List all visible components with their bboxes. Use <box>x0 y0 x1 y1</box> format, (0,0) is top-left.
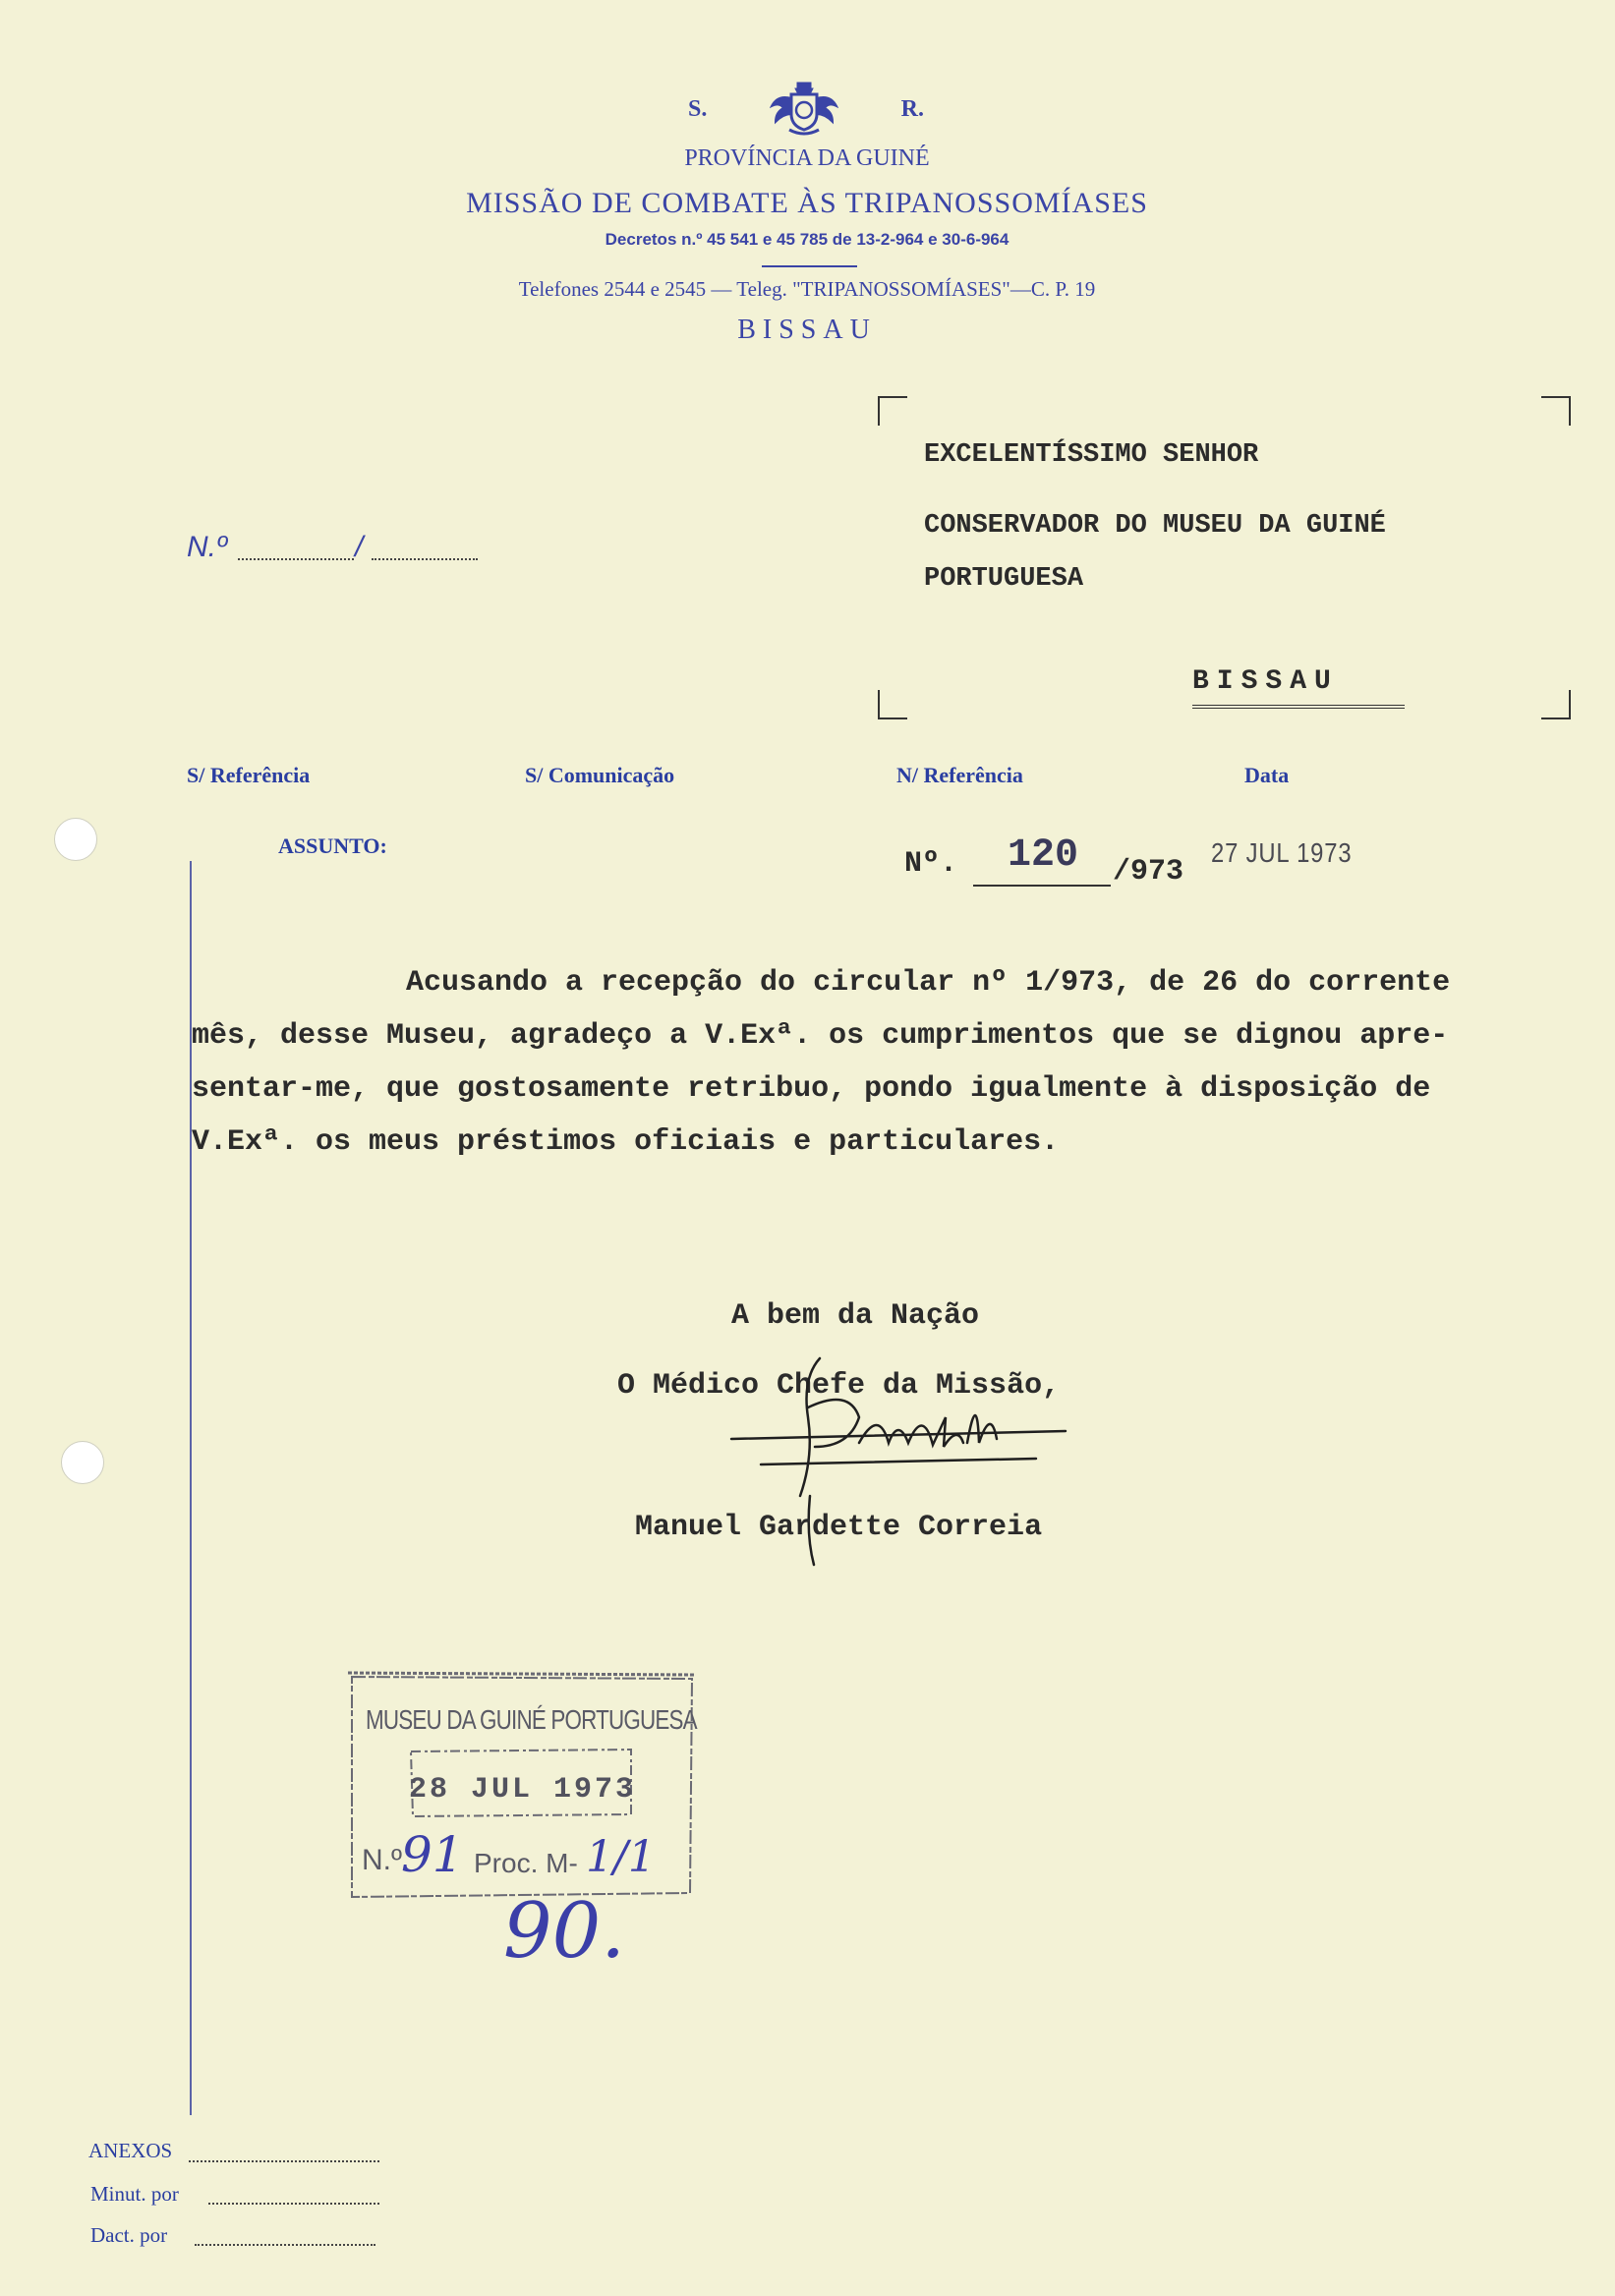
punch-hole-top <box>54 818 97 861</box>
outgoing-number-underline <box>973 885 1111 887</box>
number-label: N.º <box>187 531 227 563</box>
coat-of-arms-icon <box>770 81 838 138</box>
address-corner-top-left <box>878 396 907 426</box>
number-dotted-line <box>238 558 354 560</box>
your-reference-label: S/ Referência <box>187 763 311 787</box>
stamp-process-handwritten: 1/1 <box>586 1832 656 1882</box>
body-line-2: mês, desse Museu, agradeço a V.Exª. os cumprimentos que se dignou apre- <box>192 1019 1449 1053</box>
body-line-1: Acusando a recepção do circular nº 1/973, de 26 do corrente <box>406 966 1451 1000</box>
addressee-line-2: CONSERVADOR DO MUSEU DA GUINÉ <box>924 511 1386 541</box>
date-stamp: 27 JUL 1973 <box>1211 837 1353 868</box>
stamp-number-label: N.º <box>362 1844 402 1876</box>
typed-dotted-line <box>195 2244 375 2246</box>
punch-hole-bottom <box>61 1441 104 1484</box>
letterhead-phones: Telefones 2544 e 2545 — Teleg. "TRIPANOSSOMÍASES"—C. P. 19 <box>518 277 1096 301</box>
letterhead-initials <box>688 81 924 138</box>
date-label: Data <box>1244 763 1290 787</box>
body-line-3: sentar-me, que gostosamente retribuo, pondo igualmente à disposição de <box>192 1072 1431 1106</box>
addressee-line-1: EXCELENTÍSSIMO SENHOR <box>924 440 1259 470</box>
address-corner-bottom-right <box>1541 690 1571 719</box>
typed-label: Dact. por <box>90 2223 168 2247</box>
letterhead-mission: MISSÃO DE COMBATE ÀS TRIPANOSSOMÍASES <box>466 187 1148 219</box>
stamp-title: MUSEU DA GUINÉ PORTUGUESA <box>366 1704 697 1735</box>
closing-salutation: A bem da Nação <box>731 1299 980 1333</box>
letterhead-decrees: Decretos n.º 45 541 e 45 785 de 13-2-964 e 30-6-964 <box>605 230 1009 249</box>
number-year-dotted-line <box>372 558 478 560</box>
body-line-4: V.Exª. os meus préstimos oficiais e particulares. <box>192 1125 1060 1159</box>
addressee-line-3: PORTUGUESA <box>924 564 1084 594</box>
minute-dotted-line <box>208 2203 379 2205</box>
annexes-label: ANEXOS <box>88 2139 173 2162</box>
number-separator: / <box>355 531 364 563</box>
closing-name: Manuel Gardette Correia <box>635 1511 1043 1544</box>
address-corner-top-right <box>1541 396 1571 426</box>
addressee-city: BISSAU <box>1192 666 1339 697</box>
subject-label: ASSUNTO: <box>278 833 387 858</box>
outgoing-year: /973 <box>1113 855 1184 889</box>
stamp-date: 28 JUL 1973 <box>409 1773 637 1807</box>
address-corner-bottom-left <box>878 690 907 719</box>
outgoing-number: 120 <box>1007 833 1078 878</box>
right-initial: R. <box>900 95 924 122</box>
letterhead-divider <box>762 265 857 267</box>
stamp-process-label: Proc. M- <box>474 1848 578 1878</box>
letterhead-province: PROVÍNCIA DA GUINÉ <box>684 145 930 171</box>
stamp-number-handwritten: 91 <box>401 1826 464 1883</box>
outgoing-number-prefix: Nº. <box>904 847 958 881</box>
minute-label: Minut. por <box>90 2182 179 2206</box>
addressee-city-underline <box>1192 705 1405 709</box>
closing-role: O Médico Chefe da Missão, <box>617 1369 1061 1403</box>
left-initial: S. <box>688 95 708 122</box>
annexes-dotted-line <box>189 2160 379 2162</box>
our-reference-label: N/ Referência <box>896 763 1023 787</box>
handwritten-annotation: 90. <box>503 1887 626 1976</box>
your-communication-label: S/ Comunicação <box>525 763 675 787</box>
letterhead-city: BISSAU <box>737 315 877 345</box>
